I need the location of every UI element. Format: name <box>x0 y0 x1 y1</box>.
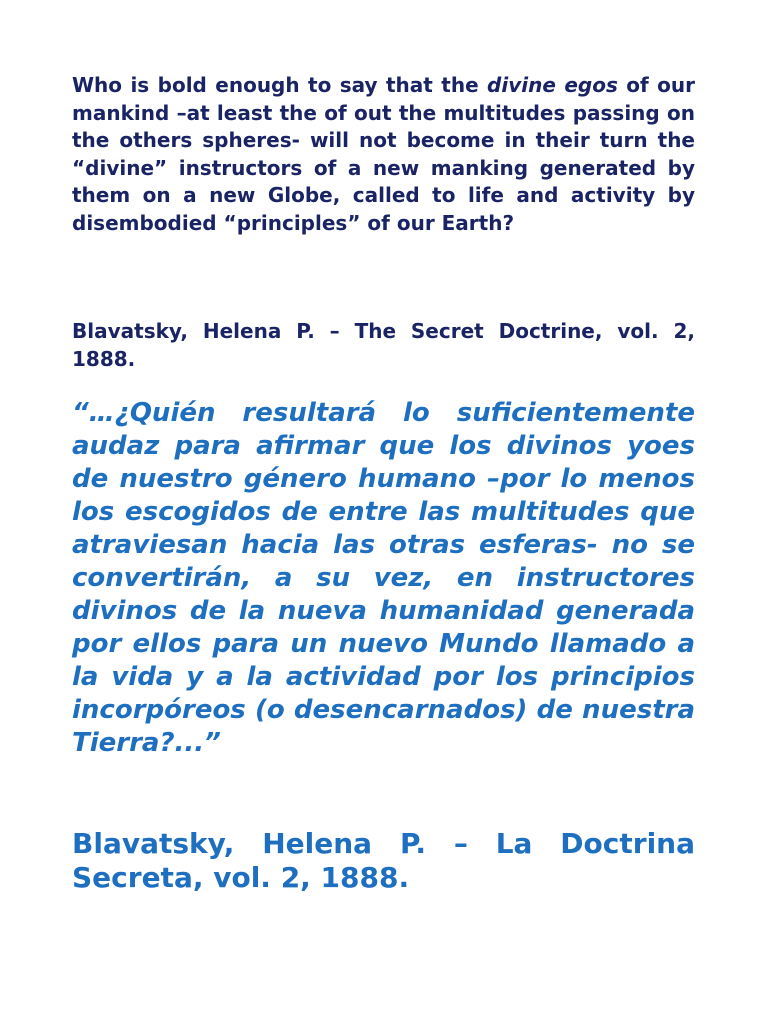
english-citation: Blavatsky, Helena P. – The Secret Doctrine, vol. 2, 1888. <box>72 319 695 371</box>
document-page <box>72 72 695 894</box>
english-quote-emphasis: divine egos <box>487 73 618 97</box>
spanish-citation: Blavatsky, Helena P. – La Doctrina Secreta, vol. 2, 1888. <box>72 827 695 894</box>
spanish-quote-paragraph: “…¿Quién resultará lo suficientemente audaz para afirmar que los divinos yoes de nuestro género humano –por lo menos los escogidos de entre las multitudes que atraviesan hacia las otras esferas- no se convertirán, a su vez, en instructores divinos de la nueva humanidad generada por ellos para un nuevo Mundo llamado a la vida y a la actividad por los principios incorpóreos (o desencarnados) de nuestra Tierra?...” <box>72 398 695 758</box>
english-quote-text-after: of our mankind –at least the of out the multitudes passing on the others spheres- will not become in their turn the “divine” instructors of a new manking generated by them on a new Globe, called to life and activity by disembodied “principles” of our Earth? <box>72 73 695 235</box>
english-quote-text-before: Who is bold enough to say that the <box>72 73 488 97</box>
english-quote-paragraph <box>72 72 695 237</box>
